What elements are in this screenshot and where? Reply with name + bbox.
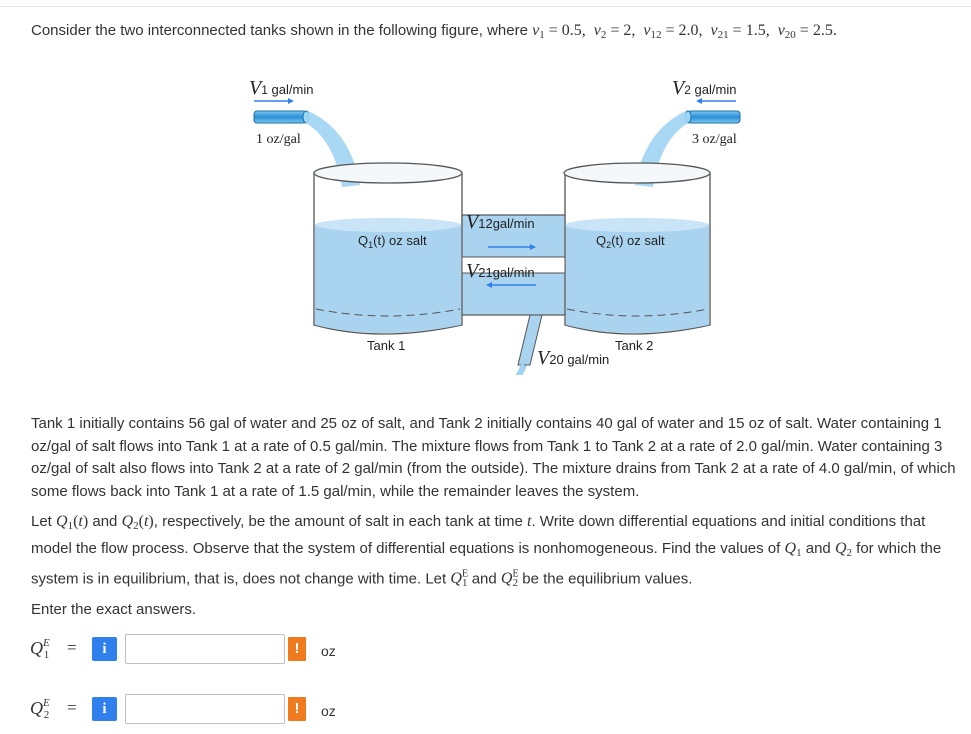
q1-tank-label: $Q_1(t)$ oz salt: [358, 233, 427, 250]
intro-params: $v_1 = 0.5$, $v_2 = 2$, $v_{12} = 2.0$, $v_{21} = 1.5$, $v_{20} = 2.5$.: [532, 22, 837, 41]
v21-label: V21gal/min: [466, 260, 535, 282]
inflow-pipe-1: [254, 111, 306, 123]
tank-2-rim: [564, 163, 710, 183]
inflow-pipe-2: [688, 111, 740, 123]
v20-label: V20 gal/min: [537, 347, 610, 369]
v2-label: V2 gal/min: [672, 77, 737, 99]
inflow-1-concentration: 1 oz/gal: [256, 132, 301, 147]
top-divider: [0, 6, 971, 7]
equals-sign: =: [67, 638, 77, 657]
question-intro: [31, 20, 837, 46]
equals-sign: =: [67, 698, 77, 717]
v12-label: V12gal/min: [466, 211, 535, 233]
v1-label: V1 gal/min: [249, 77, 314, 99]
q2-tank-label: $Q_2(t)$ oz salt: [596, 233, 665, 250]
intro-text: Consider the two interconnected tanks shown in the following figure, where: [31, 22, 528, 39]
tank-2-label: Tank 2: [615, 338, 654, 353]
warning-icon-q1[interactable]: !: [288, 637, 306, 661]
problem-paragraph-1: Tank 1 initially contains 56 gal of water and 25 oz of salt, and Tank 2 initially contains 40 gal of water and 15 oz of salt. Water containing 1 oz/gal of salt flows into Tank 1 at a rate of 0.5 gal/min. The mixture flows from Tank 1 to Tank 2 at a rate of 2.0 gal/min. Water containing 3 oz/gal of salt also flows into Tank 2 at a rate of 2 gal/min (from the outside). The mixture drains from Tank 2 at a rate of 4.0 gal/min, of which some flows back into Tank 1 at a rate of 1.5 gal/min, while the remainder leaves the system.: [31, 415, 956, 500]
warning-icon-q2[interactable]: !: [288, 697, 306, 721]
tank-1-rim: [314, 163, 462, 183]
info-button-q2[interactable]: i: [92, 697, 117, 721]
problem-paragraph-2: Let $Q_1(t)$ and $Q_2(t)$, respectively, be the amount of salt in each tank at time t. Write down differential equations and initial conditions that model the flow process. Observe that the system of differential equations is nonhomogeneous. Find the values of $Q_1$ and $Q_2$ for which the system is in equilibrium, that is, does not change with time. Let $Q^E_1$ and $Q^E_2$ be the equilibrium values.: [31, 513, 942, 590]
unit-label-q2: oz: [321, 703, 336, 719]
inflow-2-concentration: 3 oz/gal: [692, 132, 737, 147]
answer-label-q2: $Q^E_2$: [30, 697, 50, 721]
enter-instructions: Enter the exact answers.: [31, 601, 197, 618]
two-tanks-figure: [230, 75, 760, 375]
info-button-q1[interactable]: i: [92, 637, 117, 661]
unit-label-q1: oz: [321, 643, 336, 659]
answer-input-q2[interactable]: [125, 694, 285, 724]
tank-1-label: Tank 1: [367, 338, 406, 353]
answer-label-q1: $Q^E_1$: [30, 637, 50, 661]
answer-input-q1[interactable]: [125, 634, 285, 664]
